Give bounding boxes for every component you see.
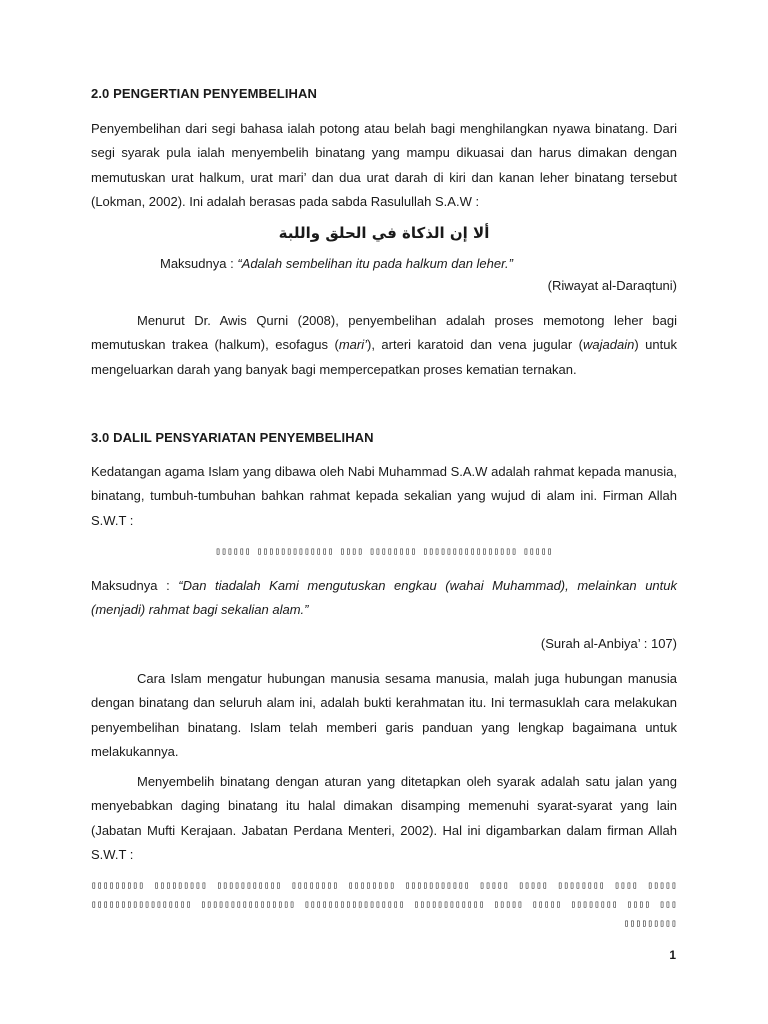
paragraph-awis-qurni [91, 309, 677, 382]
section-heading-dalil: 3.0 DALIL PENSYARIATAN PENYEMBELIHAN [91, 430, 374, 445]
quran-verse-anbiya: ▯▯▯▯▯▯ ▯▯▯▯▯▯▯▯▯▯▯▯▯ ▯▯▯▯ ▯▯▯▯▯▯▯▯ ▯▯▯▯▯▯▯▯▯▯▯▯▯▯▯▯ ▯▯▯▯▯ [215, 546, 553, 557]
verse-source: (Surah al-Anbiya’ : 107) [540, 636, 677, 651]
paragraph-menyembelih: Menyembelih binatang dengan aturan yang ditetapkan oleh syarak adalah satu jalan yang menyebabkan daging binatang itu halal dimakan disamping memenuhi syarat-syarat yang lain (Jabatan Mufti Kerajaan. Jabatan Perdana Menteri, 2002). Hal ini digambarkan dalam firman Allah S.W.T : [91, 774, 677, 862]
para2-mid: ), arteri karatoid dan vena jugular ( [366, 337, 584, 353]
hadith-source: (Riwayat al-Daraqtuni) [547, 278, 677, 293]
term-mari: mari’ [338, 337, 367, 353]
para2-end: ) untuk mengeluarkan darah yang banyak bagi mempercepatkan proses kematian ternakan. [91, 337, 677, 377]
meaning-text: “Dan tiadalah Kami mengutuskan engkau (wahai Muhammad), melainkan untuk (menjadi) rahmat bagi sekalian alam.” [91, 578, 677, 618]
hadith-meaning [91, 256, 677, 271]
paragraph-hubungan: Cara Islam mengatur hubungan manusia sesama manusia, malah juga hubungan manusia dengan binatang dan seluruh alam ini, adalah bukti kerahmatan itu. Ini termasuklah cara melakukan penyembelihan binatang. Islam telah memberi garis panduan yang lengkap bagaimana untuk melakukannya. [91, 671, 677, 759]
paragraph-definition: Penyembelihan dari segi bahasa ialah potong atau belah bagi menghilangkan nyawa binatang. Dari segi syarak pula ialah menyembelih binatang yang mampu dikuasai dan harus dimakan dengan memutuskan urat halkum, urat mari’ dan dua urat darah di kiri dan kanan leher binatang tersebut (Lokman, 2002). Ini adalah berasas pada sabda Rasulullah S.A.W : [91, 121, 677, 209]
para2-start: Menurut Dr. Awis Qurni (2008), penyembelihan adalah proses memotong leher bagi memutuskan trakea (halkum), esofagus ( [91, 313, 677, 353]
meaning-label: Maksudnya : [160, 256, 238, 271]
quran-verse-second: ▯▯▯▯▯▯▯▯▯ ▯▯▯▯▯▯▯▯▯ ▯▯▯▯▯▯▯▯▯▯▯ ▯▯▯▯▯▯▯▯ ▯▯▯▯▯▯▯▯ ▯▯▯▯▯▯▯▯▯▯▯ ▯▯▯▯▯ ▯▯▯▯▯ ▯▯▯▯▯▯▯▯ ▯▯▯▯ ▯▯▯▯▯ ▯▯▯▯▯▯▯▯▯▯▯▯▯▯▯▯▯ ▯▯▯▯▯▯▯▯▯▯▯▯▯▯▯▯ ▯▯▯▯▯▯▯▯▯▯▯▯▯▯▯▯▯ ▯▯▯▯▯▯▯▯▯▯▯▯ ▯▯▯▯▯ ▯▯▯▯▯ ▯▯▯▯▯▯▯▯ ▯▯▯▯ ▯▯▯ ▯▯▯▯▯▯▯▯▯ [91, 880, 677, 929]
verse-meaning [91, 574, 677, 623]
section-heading-pengertian: 2.0 PENGERTIAN PENYEMBELIHAN [91, 86, 318, 101]
page-number: 1 [669, 948, 676, 962]
paragraph-islam-rahmat: Kedatangan agama Islam yang dibawa oleh Nabi Muhammad S.A.W adalah rahmat kepada manusia, binatang, tumbuh-tumbuhan bahkan rahmat kepada sekalian yang wujud di alam ini. Firman Allah S.W.T : [91, 464, 677, 528]
meaning-label: Maksudnya : [91, 578, 179, 593]
meaning-text: “Adalah sembelihan itu pada halkum dan leher.” [237, 256, 513, 271]
arabic-hadith: ألا إن الذكاة في الحلق واللبة [278, 224, 490, 242]
term-wajadain: wajadain [583, 337, 635, 353]
